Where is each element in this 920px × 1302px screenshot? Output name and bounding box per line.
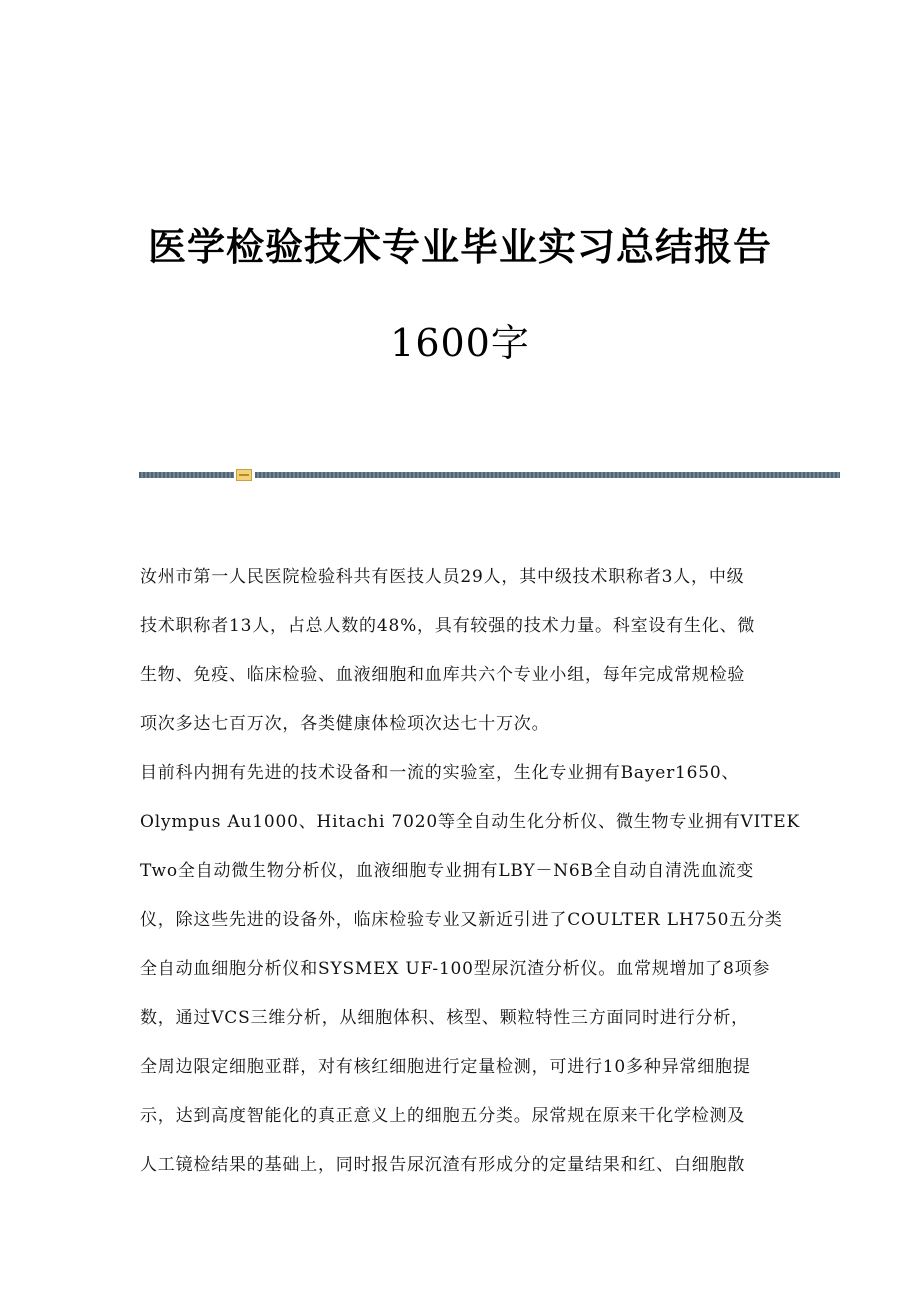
paragraph-line: 技术职称者13人，占总人数的48%，具有较强的技术力量。科室设有生化、微 — [140, 616, 756, 636]
document-body — [140, 562, 800, 1199]
paragraph-line: 生物、免疫、临床检验、血液细胞和血库共六个专业小组，每年完成常规检验 — [140, 665, 746, 685]
paragraph-line: 人工镜检结果的基础上，同时报告尿沉渣有形成分的定量结果和红、白细胞散 — [140, 1155, 746, 1175]
paragraph-line: Two全自动微生物分析仪，血液细胞专业拥有LBY－N6B全自动自清洗血流变 — [140, 861, 755, 881]
document-title: 医学检验技术专业毕业实习总结报告 — [147, 224, 772, 269]
paragraph-line: 项次多达七百万次，各类健康体检项次达七十万次。 — [140, 714, 550, 734]
paragraph-1 — [140, 562, 785, 758]
paragraph-2 — [140, 758, 800, 1199]
paragraph-line: 全自动血细胞分析仪和SYSMEX UF-100型尿沉渣分析仪。血常规增加了8项参 — [140, 959, 771, 979]
divider-bar-left — [139, 472, 234, 478]
paragraph-line: Olympus Au1000、Hitachi 7020等全自动生化分析仪、微生物专业拥有VITEK — [140, 812, 800, 832]
paragraph-line: 目前科内拥有先进的技术设备和一流的实验室，生化专业拥有Bayer1650、 — [140, 763, 740, 783]
paragraph-line: 仪，除这些先进的设备外，临床检验专业又新近引进了COULTER LH750五分类 — [140, 910, 783, 930]
document-subtitle-wordcount: 1600字 — [390, 321, 530, 365]
title-divider — [139, 469, 840, 481]
divider-bar-right — [255, 472, 840, 478]
divider-ornament-icon — [236, 469, 252, 481]
paragraph-line: 汝州市第一人民医院检验科共有医技人员29人，其中级技术职称者3人，中级 — [140, 567, 745, 587]
paragraph-line: 示，达到高度智能化的真正意义上的细胞五分类。尿常规在原来干化学检测及 — [140, 1106, 746, 1126]
paragraph-line: 数，通过VCS三维分析，从细胞体积、核型、颗粒特性三方面同时进行分析， — [140, 1008, 749, 1028]
paragraph-line: 全周边限定细胞亚群，对有核红细胞进行定量检测，可进行10多种异常细胞提 — [140, 1057, 751, 1077]
